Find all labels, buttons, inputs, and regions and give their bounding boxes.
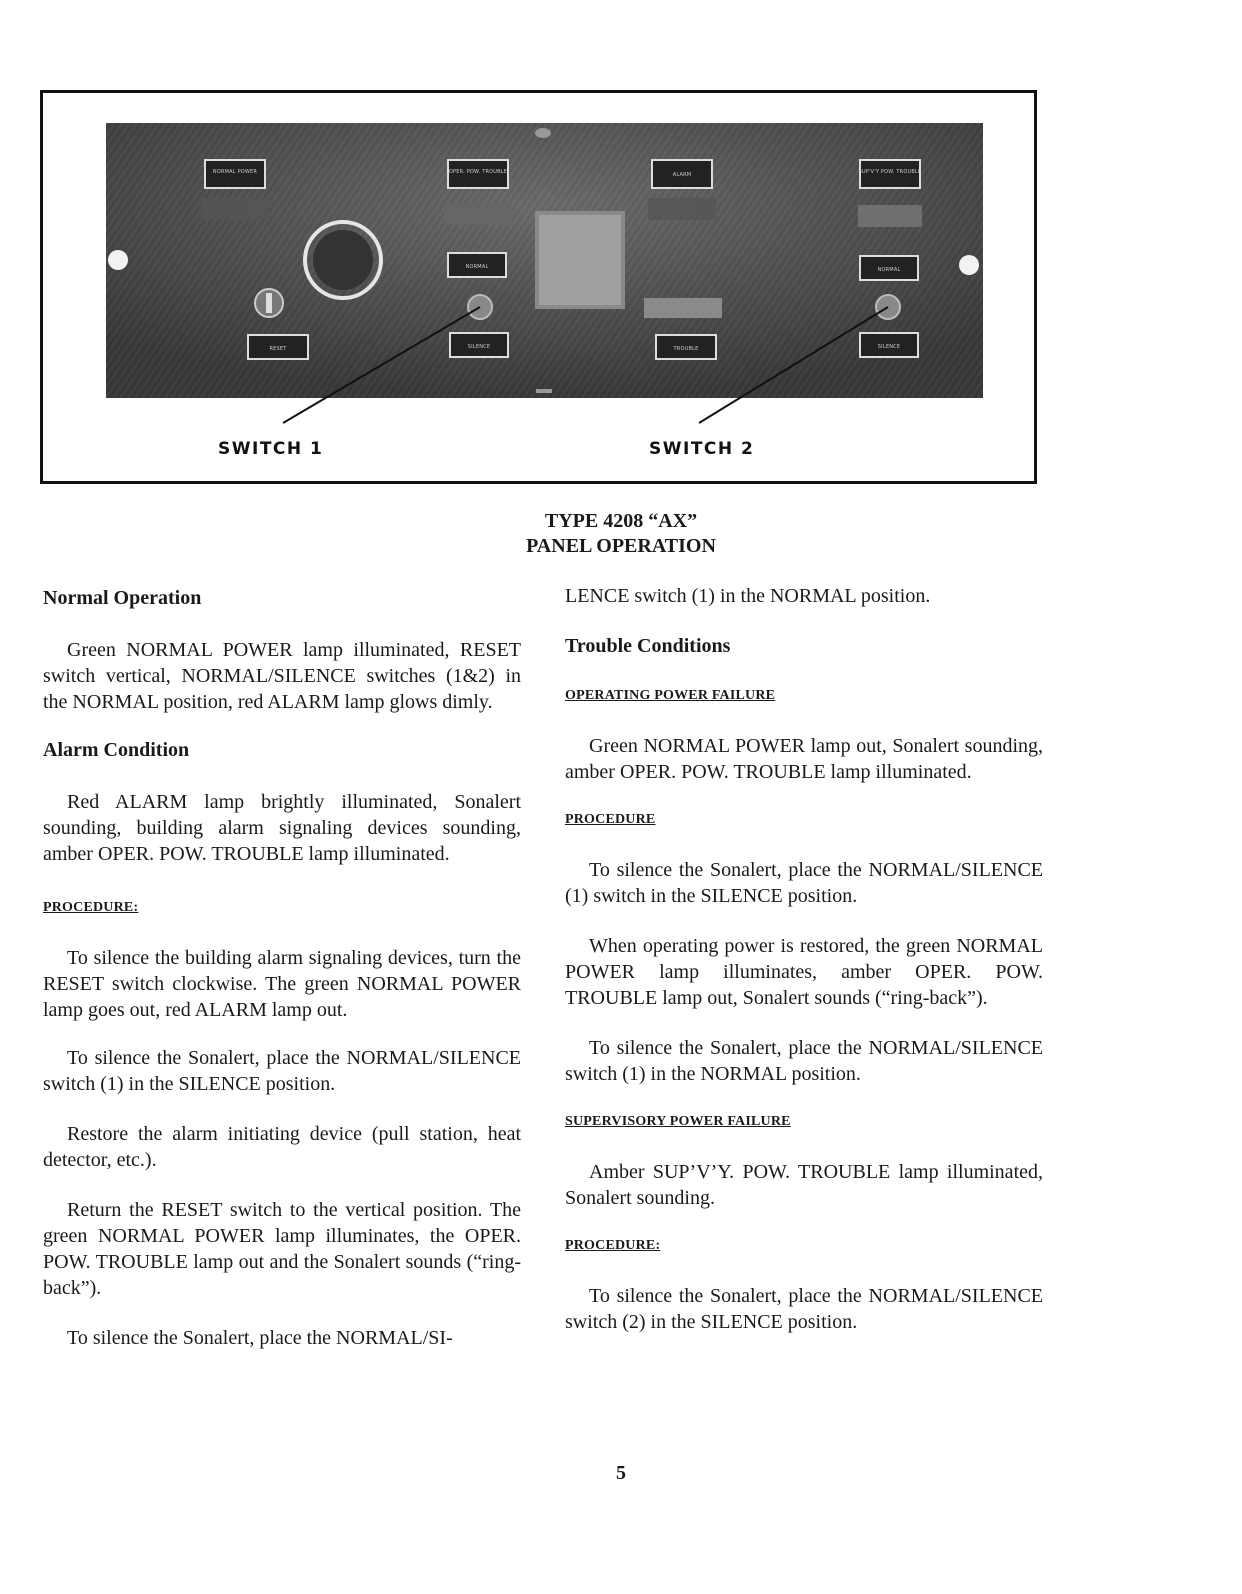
trouble-procedure-step-1: To silence the Sonalert, place the NORMAL/SILENCE (1) switch in the SILENCE position. — [565, 859, 1043, 907]
svg-text:OPER. POW. TROUBLE: OPER. POW. TROUBLE — [448, 169, 508, 175]
svg-text:NORMAL: NORMAL — [877, 267, 901, 273]
alarm-procedure-step-3: Restore the alarm initiating device (pull station, heat detector, etc.). — [43, 1123, 521, 1171]
alarm-procedure-step-5: To silence the Sonalert, place the NORMAL/SI- — [67, 1327, 453, 1349]
alarm-procedure-heading: PROCEDURE: — [43, 900, 139, 915]
alarm-condition-heading: Alarm Condition — [43, 739, 190, 761]
operating-power-failure-text: Green NORMAL POWER lamp out, Sonalert sounding, amber OPER. POW. TROUBLE lamp illuminated. — [565, 735, 1043, 783]
alarm-procedure-step-1: To silence the building alarm signaling devices, turn the RESET switch clockwise. The green NORMAL POWER lamp goes out, red ALARM lamp out. — [43, 947, 521, 1021]
normal-operation-text: Green NORMAL POWER lamp illuminated, RESET switch vertical, NORMAL/SILENCE switches (1&2) in the NORMAL position, red ALARM lamp glows dimly. — [43, 639, 521, 713]
operating-power-failure-heading: OPERATING POWER FAILURE — [565, 688, 776, 703]
supervisory-procedure-step-1: To silence the Sonalert, place the NORMAL/SILENCE switch (2) in the SILENCE position. — [565, 1285, 1043, 1333]
left-column — [43, 585, 521, 1351]
leader-line-switch-1 — [283, 307, 480, 423]
supervisory-procedure-heading: PROCEDURE: — [565, 1238, 661, 1253]
figure-caption-line-1: TYPE 4208 “AX” — [544, 510, 698, 532]
svg-text:SUP'V'Y POW. TROUBLE: SUP'V'Y POW. TROUBLE — [858, 169, 922, 175]
trouble-conditions-heading: Trouble Conditions — [565, 635, 731, 657]
trouble-procedure-heading: PROCEDURE — [565, 812, 656, 827]
svg-text:SILENCE: SILENCE — [467, 344, 491, 350]
continuation-text: LENCE switch (1) in the NORMAL position. — [565, 585, 931, 607]
svg-text:ALARM: ALARM — [672, 172, 692, 178]
page-number: 5 — [616, 1462, 626, 1484]
svg-text:NORMAL POWER: NORMAL POWER — [212, 169, 258, 175]
trouble-procedure-step-3: To silence the Sonalert, place the NORMAL/SILENCE switch (1) in the NORMAL position. — [565, 1037, 1043, 1085]
normal-operation-heading: Normal Operation — [43, 587, 202, 609]
svg-text:TROUBLE: TROUBLE — [673, 346, 699, 352]
supervisory-power-failure-heading: SUPERVISORY POWER FAILURE — [565, 1114, 791, 1129]
svg-text:SILENCE: SILENCE — [877, 344, 901, 350]
trouble-procedure-step-2: When operating power is restored, the green NORMAL POWER lamp illuminates, amber OPER. POW. TROUBLE lamp out, Sonalert sounds (“ring-back”). — [565, 935, 1043, 1009]
right-column — [565, 583, 1043, 1335]
svg-text:NORMAL: NORMAL — [465, 264, 489, 270]
alarm-procedure-step-2: To silence the Sonalert, place the NORMAL/SILENCE switch (1) in the SILENCE position. — [43, 1047, 521, 1095]
switch-1-label: SWITCH 1 — [218, 439, 324, 459]
panel-figure — [40, 90, 1037, 484]
leader-lines — [43, 93, 1034, 481]
figure-caption-line-2: PANEL OPERATION — [526, 535, 716, 557]
alarm-procedure-step-4: Return the RESET switch to the vertical position. The green NORMAL POWER lamp illuminates, the OPER. POW. TROUBLE lamp out and the Sonalert sounds (“ring-back”). — [43, 1199, 521, 1299]
leader-line-switch-2 — [699, 307, 888, 423]
svg-text:RESET: RESET — [269, 346, 287, 352]
alarm-condition-text: Red ALARM lamp brightly illuminated, Sonalert sounding, building alarm signaling devices sounding, amber OPER. POW. TROUBLE lamp illuminated. — [43, 791, 521, 865]
supervisory-power-failure-text: Amber SUP’V’Y. POW. TROUBLE lamp illuminated, Sonalert sounding. — [565, 1161, 1043, 1209]
switch-2-label: SWITCH 2 — [649, 439, 755, 459]
